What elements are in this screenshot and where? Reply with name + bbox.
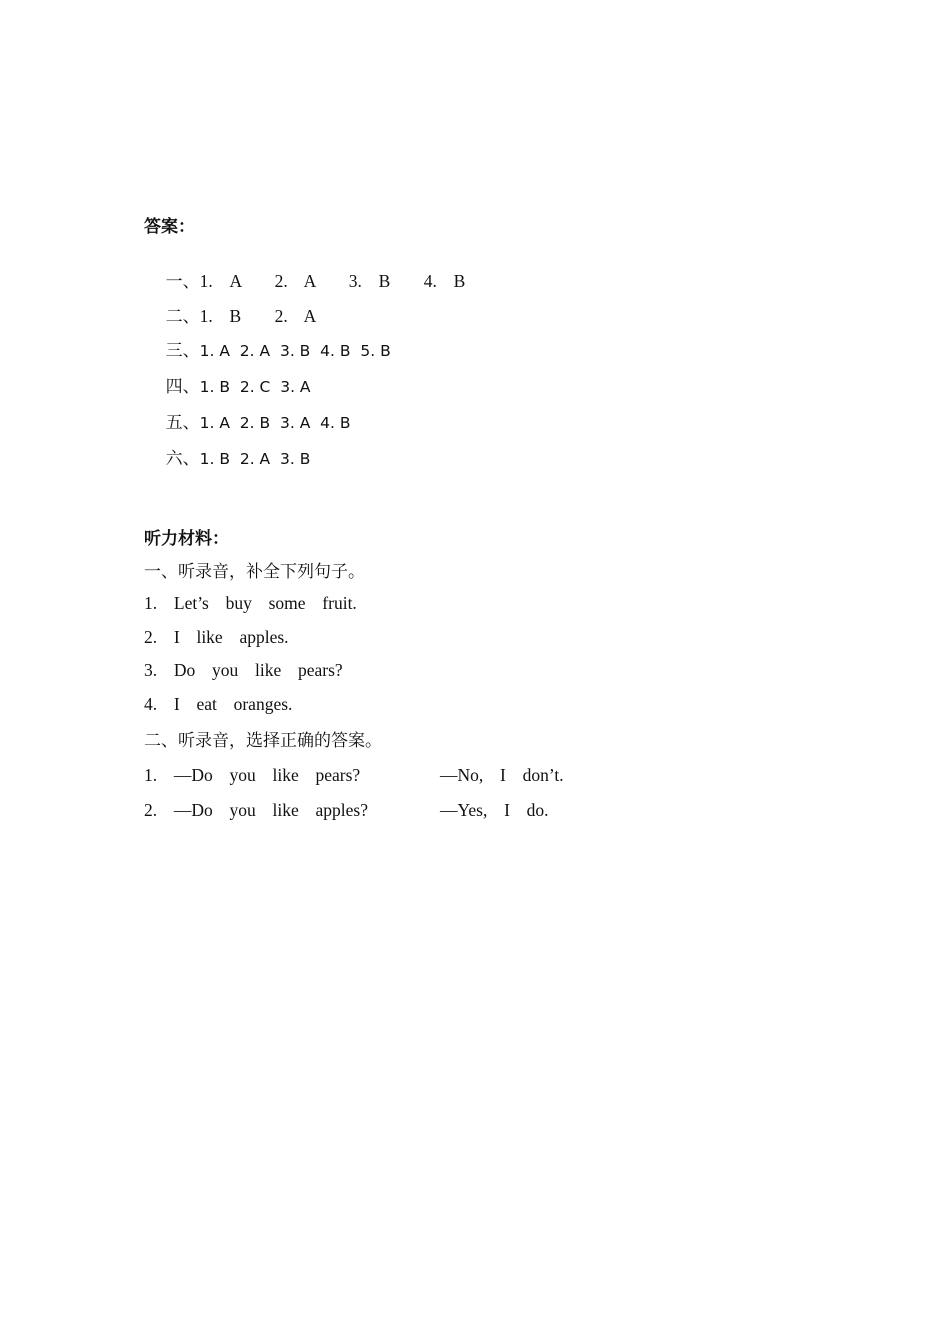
dialogue-question: 1. —Do you like pears? [144,765,361,785]
answer-row-prefix: 六、 [165,449,200,469]
answer-row-6 [144,426,310,492]
answer-row-text: 1. B 2. A 3. B [199,450,311,468]
listening-sentence: 1. Let’s buy some fruit. [144,593,357,613]
answer-row-text: 1. A 2. A 3. B 4. B 5. B [199,342,391,360]
answer-row-prefix: 二、 [165,307,200,327]
answer-row-prefix: 四、 [165,377,200,397]
listening-sentence: 2. I like apples. [144,627,289,647]
listening-section1-heading: 一、听录音，补全下列句子。 [144,562,365,582]
answer-row-text: 1. A 2. A 3. B 4. B [199,271,466,291]
dialogue-answer: —No, I don’t. [440,765,564,785]
listening-title: 听力材料： [144,529,229,549]
answer-row-prefix: 三、 [165,341,200,361]
answer-row-text: 1. B 2. C 3. A [199,378,311,396]
answer-row-text: 1. A 2. B 3. A 4. B [199,414,351,432]
answer-row-prefix: 一、 [165,272,200,292]
dialogue-answer: —Yes, I do. [440,800,549,820]
answer-row-text: 1. B 2. A [199,306,317,326]
listening-sentence: 4. I eat oranges. [144,694,293,714]
dialogue-question: 2. —Do you like apples? [144,800,368,820]
answer-row-prefix: 五、 [165,413,200,433]
answers-title: 答案： [144,217,195,237]
listening-section2-heading: 二、听录音，选择正确的答案。 [144,731,382,751]
listening-sentence: 3. Do you like pears? [144,660,343,680]
